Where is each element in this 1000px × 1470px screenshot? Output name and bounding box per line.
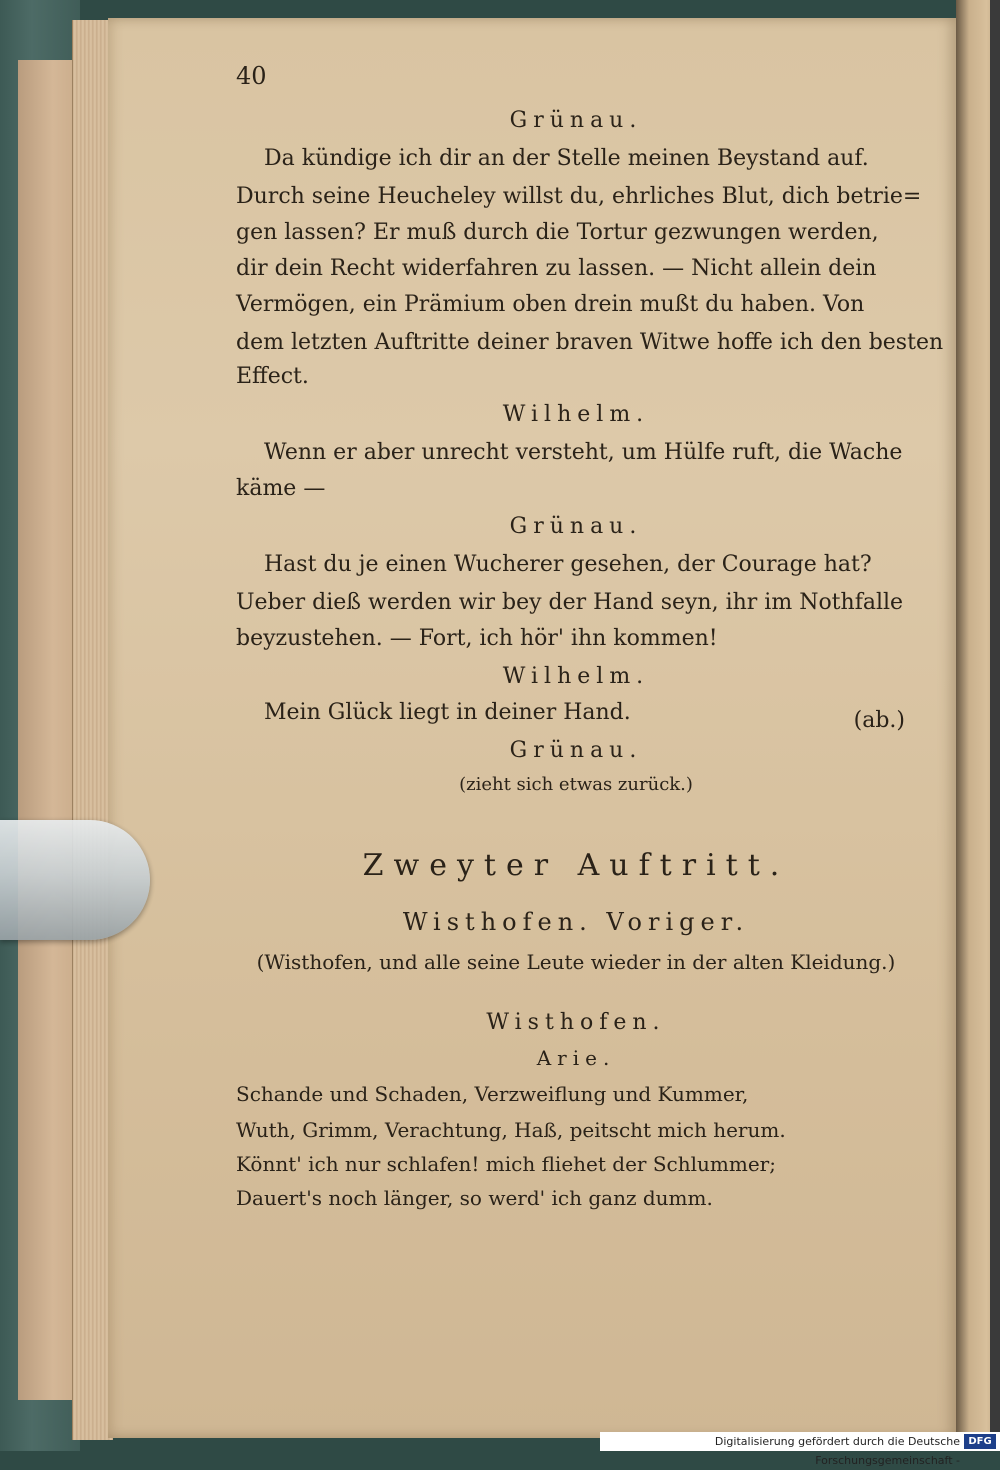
speaker-name: Grünau. <box>509 514 643 539</box>
footer-credit: Digitalisierung gefördert durch die Deutsche Forschungsgemeinschaft - <box>600 1432 1000 1451</box>
scene-title: Zweyter Auftritt. <box>362 848 790 883</box>
text-line: Effect. <box>236 364 309 389</box>
text-line: Vermögen, ein Prämium oben drein mußt du haben. Von <box>236 292 865 317</box>
book-clip <box>0 820 150 940</box>
stage-direction: (ab.) <box>853 708 905 733</box>
text-line: beyzustehen. — Fort, ich hör' ihn kommen! <box>236 626 718 651</box>
stage-direction: (zieht sich etwas zurück.) <box>459 774 693 795</box>
verse-line: Wuth, Grimm, Verachtung, Haß, peitscht mich herum. <box>236 1118 786 1142</box>
text-line: Durch seine Heucheley willst du, ehrliches Blut, dich betrie= <box>236 184 922 209</box>
verse-line: Könnt' ich nur schlafen! mich fliehet der Schlummer; <box>236 1152 776 1176</box>
speaker-name: Wilhelm. <box>502 664 650 689</box>
scene-persons: Wisthofen. Voriger. <box>402 908 750 936</box>
scene-direction: (Wisthofen, und alle seine Leute wieder in der alten Kleidung.) <box>256 950 896 974</box>
dfg-logo: DFG <box>964 1434 996 1449</box>
speaker-name: Grünau. <box>509 108 643 133</box>
verse-line: Schande und Schaden, Verzweiflung und Kummer, <box>236 1082 749 1106</box>
aria-heading: Arie. <box>536 1046 616 1070</box>
text-line: Ueber dieß werden wir bey der Hand seyn, ihr im Nothfalle <box>236 590 904 615</box>
text-line: dir dein Recht widerfahren zu lassen. — Nicht allein dein <box>236 256 877 281</box>
speaker-name: Grünau. <box>509 738 643 763</box>
text-line: käme — <box>236 476 326 501</box>
speaker-name: Wilhelm. <box>502 402 650 427</box>
text-line: gen lassen? Er muß durch die Tortur gezwungen werden, <box>236 220 879 245</box>
page-stack <box>72 20 113 1440</box>
text-line: Da kündige ich dir an der Stelle meinen Beystand auf. <box>264 146 869 171</box>
verse-line: Dauert's noch länger, so werd' ich ganz dumm. <box>236 1186 713 1210</box>
page-number: 40 <box>236 62 267 90</box>
text-line: Mein Glück liegt in deiner Hand. <box>264 700 631 725</box>
speaker-name: Wisthofen. <box>486 1010 666 1035</box>
text-line: Wenn er aber unrecht versteht, um Hülfe ruft, die Wache <box>264 440 903 465</box>
text-line: dem letzten Auftritte deiner braven Witwe hoffe ich den besten <box>236 330 944 355</box>
right-border <box>990 0 1000 1451</box>
text-line: Hast du je einen Wucherer gesehen, der Courage hat? <box>264 552 872 577</box>
